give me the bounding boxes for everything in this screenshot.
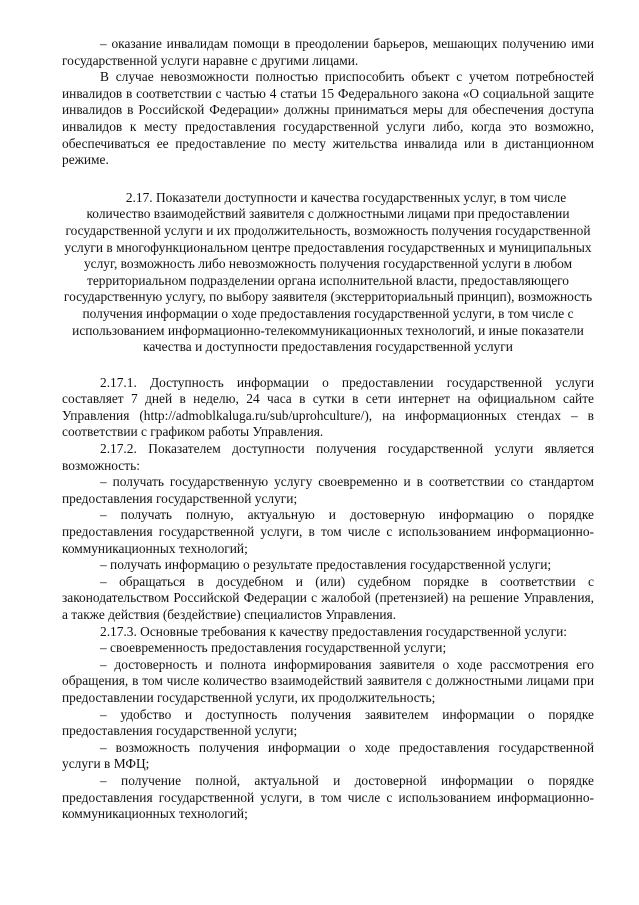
- paragraph-assist-disabled: – оказание инвалидам помощи в преодолении барьеров, мешающих получению ими государственной услуги наравне с другими лицами.: [62, 36, 594, 68]
- document-page: [62, 36, 594, 823]
- top-section: [62, 36, 594, 169]
- list-item: – получать информацию о результате предоставления государственной услуги;: [100, 557, 552, 573]
- list-item: – получение полной, актуальной и достоверной информации о порядке предоставления государственной услуги, в том числе с использованием информационно-коммуникационных технологий;: [62, 772, 594, 822]
- paragraph-2-17-2: 2.17.2. Показателем доступности получения государственной услуги является возможность:: [62, 441, 594, 473]
- list-item: – обращаться в досудебном и (или) судебном порядке в соответствии с законодательством Российской Федерации с жалобой (претензией) на решение Управления, а также действия (бездействие) специалистов Управления.: [62, 573, 594, 622]
- list-item: – возможность получения информации о ходе предоставления государственной услуги в МФЦ;: [62, 739, 594, 772]
- list-item: – достоверность и полнота информирования заявителя о ходе рассмотрения его обращения, в том числе количество взаимодействий заявителя с должностными лицами при предоставлении государственной услуги, их продолжительность;: [62, 656, 594, 705]
- list-item: – получать государственную услугу своевременно и в соответствии со стандартом предоставления государственной услуги;: [62, 474, 594, 506]
- list-item: – удобство и доступность получения заявителем информации о порядке предоставления государственной услуги;: [62, 706, 594, 739]
- paragraph-accessibility-measures: В случае невозможности полностью приспособить объект с учетом потребностей инвалидов в соответствии с частью 4 статьи 15 Федерального закона «О социальной защите инвалидов в Российской Федерации» должны приниматься меры для обеспечения доступа инвалидов к месту предоставления государственной услуги либо, когда это возможно, обеспечиваться ее предоставление по месту жительства инвалида или в дистанционном режиме.: [62, 69, 594, 168]
- section-heading-2-17: 2.17. Показатели доступности и качества государственных услуг, в том числе количество взаимодействий заявителя с должностными лицами при предоставлении государственной услуги и их продолжительность, возможность получения государственной услуги в многофункциональном центре предоставления государственных и муниципальных услуг, возможность либо невозможность получения государственной услуги в любом территориальном подразделении органа исполнительной власти, предоставляющего государственную услугу, по выбору заявителя (экстерриториальный принцип), возможность получения информации о ходе предоставления государственной услуги, в том числе с использованием информационно-телекоммуникационных технологий, и иные показатели качества и доступности предоставления государственной услуги: [63, 189, 593, 355]
- body-section: [62, 375, 594, 823]
- paragraph-2-17-1: 2.17.1. Доступность информации о предоставлении государственной услуги составляет 7 дней в неделю, 24 часа в сутки в сети интернет на официальном сайте Управления (http://admoblkaluga.ru/sub/uprohculture/), на информационных стендах – в соответствии с графиком работы Управления.: [62, 374, 594, 440]
- list-item: – своевременность предоставления государственной услуги;: [100, 640, 447, 656]
- list-item: – получать полную, актуальную и достоверную информацию о порядке предоставления государственной услуги, в том числе с использованием информационно-коммуникационных технологий;: [62, 507, 594, 556]
- paragraph-2-17-3: 2.17.3. Основные требования к качеству предоставления государственной услуги:: [100, 623, 567, 639]
